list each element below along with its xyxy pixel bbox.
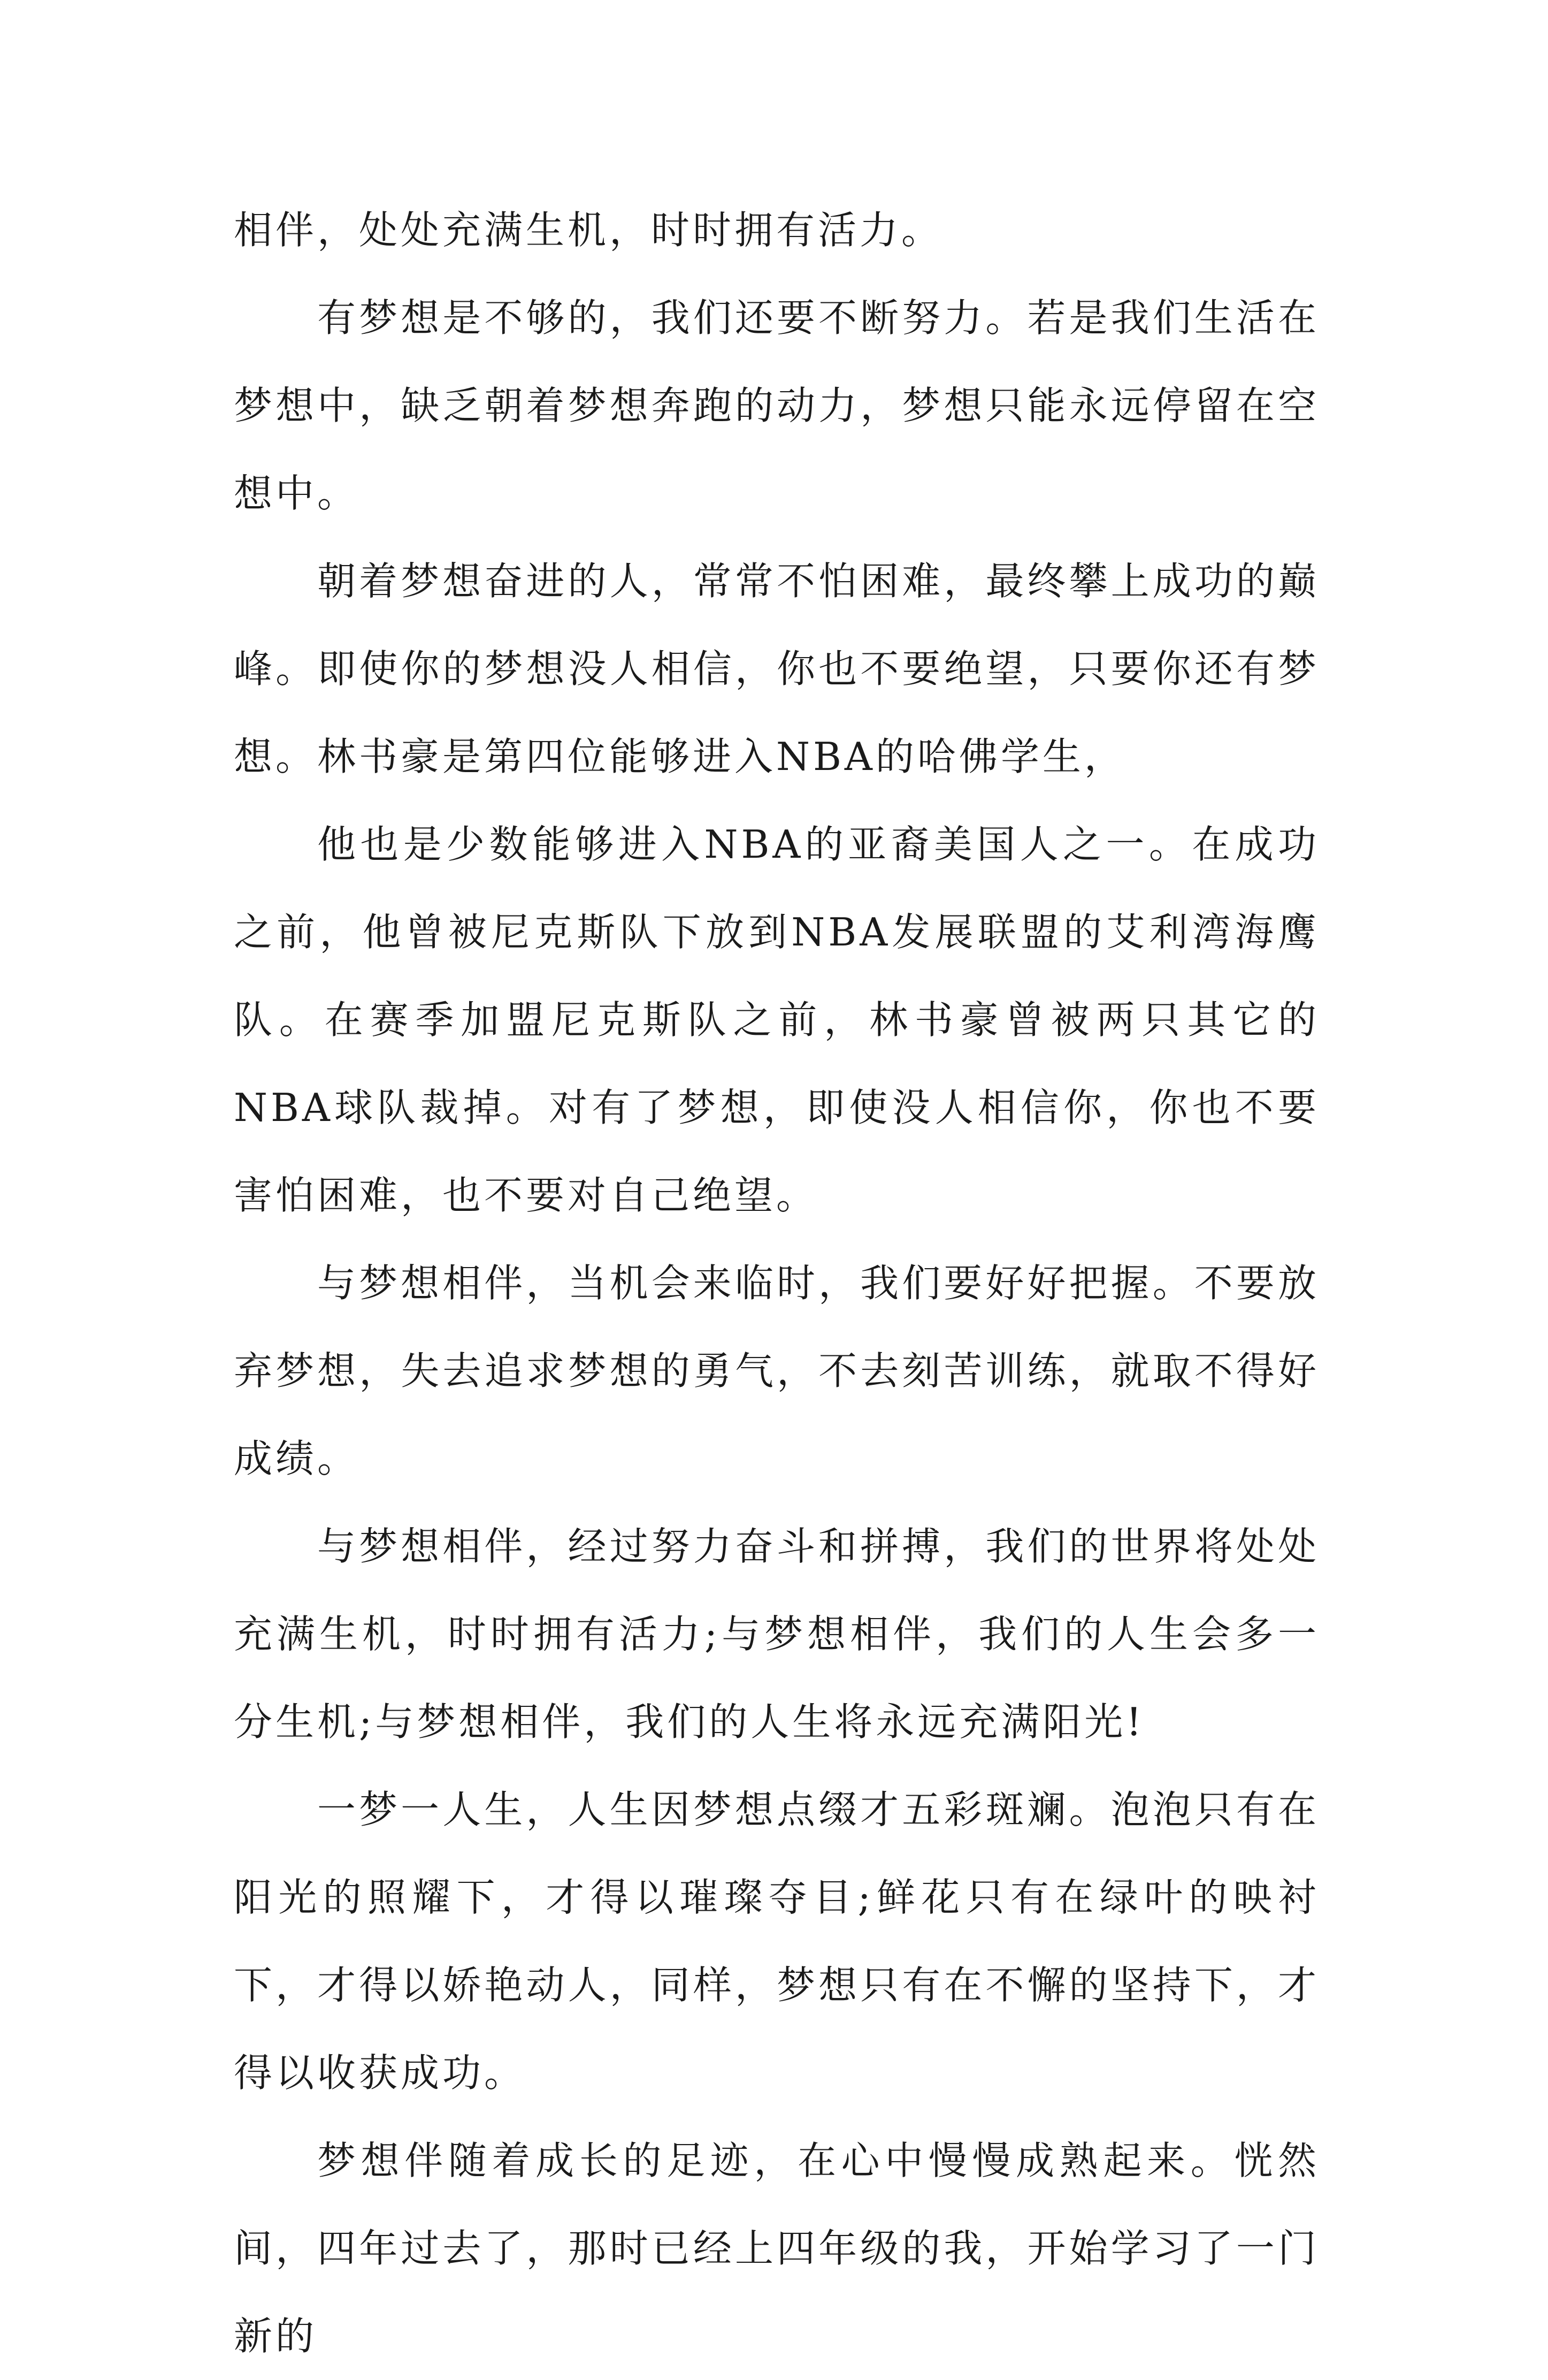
paragraph-5: 与梦想相伴，当机会来临时，我们要好好把握。不要放弃梦想，失去追求梦想的勇气，不去刻苦训练，就取不得好成绩。 — [234, 1261, 1320, 1481]
paragraph-4: 他也是少数能够进入NBA的亚裔美国人之一。在成功之前，他曾被尼克斯队下放到NBA发展联盟的艾利湾海鹰队。在赛季加盟尼克斯队之前，林书豪曾被两只其它的NBA球队裁掉。对有了梦想，即使没人相信你，你也不要害怕困难，也不要对自己绝望。 — [234, 822, 1320, 1218]
paragraph-8: 梦想伴随着成长的足迹，在心中慢慢成熟起来。恍然间，四年过去了，那时已经上四年级的我，开始学习了一门新的 — [234, 2138, 1320, 2359]
paragraph-7: 一梦一人生，人生因梦想点缀才五彩斑斓。泡泡只有在阳光的照耀下，才得以璀璨夺目;鲜花只有在绿叶的映衬下，才得以娇艳动人，同样，梦想只有在不懈的坚持下，才得以收获成功。 — [234, 1787, 1320, 2095]
paragraph-3: 朝着梦想奋进的人，常常不怕困难，最终攀上成功的巅峰。即使你的梦想没人相信，你也不要绝望，只要你还有梦想。林书豪是第四位能够进入NBA的哈佛学生， — [234, 559, 1320, 779]
paragraph-2: 有梦想是不够的，我们还要不断努力。若是我们生活在梦想中，缺乏朝着梦想奔跑的动力，梦想只能永远停留在空想中。 — [234, 295, 1320, 516]
paragraph-6: 与梦想相伴，经过努力奋斗和拼搏，我们的世界将处处充满生机，时时拥有活力;与梦想相伴，我们的人生会多一分生机;与梦想相伴，我们的人生将永远充满阳光! — [234, 1524, 1320, 1744]
body-text — [234, 186, 1320, 2380]
paragraph-1: 相伴，处处充满生机，时时拥有活力。 — [234, 208, 944, 253]
